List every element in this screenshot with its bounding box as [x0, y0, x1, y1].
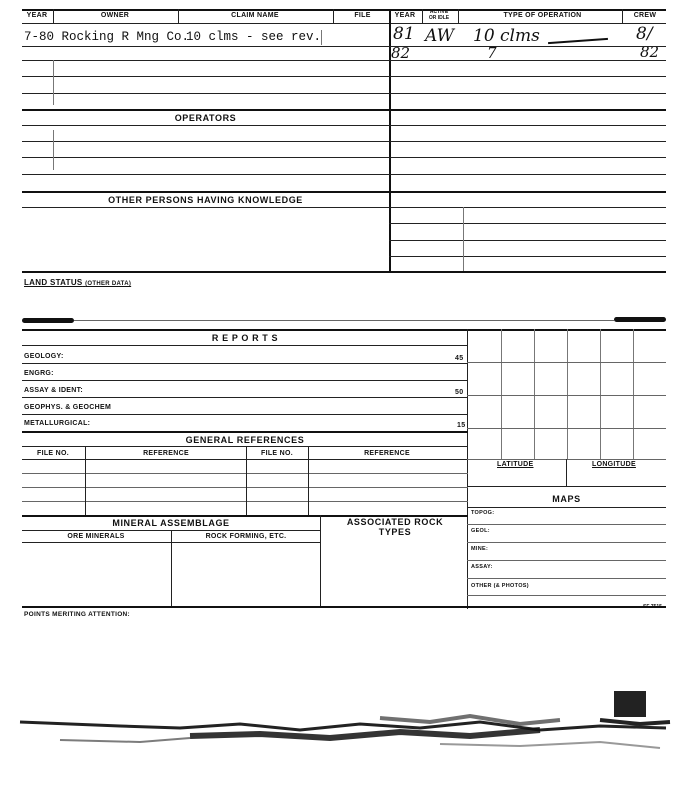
top-border	[22, 9, 666, 11]
row-line	[389, 256, 666, 257]
row-line	[22, 606, 666, 608]
report-num-15: 15	[457, 422, 466, 429]
header-sep	[333, 9, 334, 23]
row-line	[22, 397, 468, 398]
header-sep	[622, 9, 623, 23]
row-line	[467, 595, 666, 596]
col-line	[308, 446, 309, 515]
land-status: LAND STATUS	[24, 278, 83, 287]
reports-right-border	[467, 329, 468, 609]
header-year: YEAR	[26, 12, 48, 19]
reports-top	[22, 329, 666, 331]
row-line	[467, 524, 666, 525]
row-line	[467, 507, 666, 508]
map-mine: MINE:	[471, 546, 489, 552]
header-or-idle: OR IDLE	[428, 15, 450, 21]
row-line	[22, 473, 468, 474]
row-line	[22, 345, 468, 346]
row-line	[22, 109, 666, 111]
section-reports: R E P O R T S	[211, 333, 279, 343]
row-line	[22, 207, 389, 208]
map-assay: ASSAY:	[471, 564, 493, 570]
row-line	[22, 446, 468, 447]
grid-row	[467, 428, 666, 429]
row-line	[22, 174, 666, 175]
grid-col	[501, 329, 502, 459]
hand-year-2: 82	[391, 44, 411, 62]
row-line	[22, 93, 666, 94]
ref-reference-2: REFERENCE	[364, 450, 410, 457]
col-line	[246, 446, 247, 515]
col-line	[320, 515, 321, 607]
row-line	[389, 207, 666, 208]
grid-row	[467, 395, 666, 396]
row-line	[389, 223, 666, 224]
col-line	[566, 459, 567, 486]
header-owner: OWNER	[100, 12, 130, 19]
rock-forming: ROCK FORMING, ETC.	[205, 533, 287, 540]
header-file: FILE	[354, 12, 371, 19]
row-line	[22, 60, 666, 61]
row-line	[22, 380, 468, 381]
row-line	[22, 487, 468, 488]
col-line	[463, 207, 464, 271]
map-other: OTHER (& PHOTOS)	[471, 583, 529, 589]
report-geology: GEOLOGY:	[24, 353, 64, 360]
land-status-label	[24, 278, 131, 287]
header-sep	[53, 9, 54, 23]
report-assay: ASSAY & IDENT:	[24, 387, 84, 394]
ref-reference: REFERENCE	[143, 450, 189, 457]
col-line	[53, 130, 54, 170]
hand-operation-2: 7	[487, 44, 497, 62]
ref-file-no-2: FILE NO.	[261, 450, 293, 457]
col-line	[171, 530, 172, 607]
points-meriting-attention: POINTS MERITING ATTENTION:	[24, 611, 131, 618]
grid-col	[567, 329, 568, 459]
header-crew: CREW	[633, 12, 657, 19]
row-line	[22, 46, 666, 47]
ore-minerals: ORE MINERALS	[67, 533, 125, 540]
report-num-45: 45	[455, 355, 464, 362]
hand-crew-1: 8/	[636, 24, 653, 44]
section-mineral-assemblage: MINERAL ASSEMBLAGE	[112, 518, 230, 528]
entry-claim-name: 10 clms - see rev.	[186, 30, 322, 44]
grid-col	[600, 329, 601, 459]
section-maps: MAPS	[552, 494, 581, 504]
row-line	[467, 560, 666, 561]
hand-crew-2: 82	[640, 43, 660, 61]
section-associated-rock-types: ASSOCIATED ROCK TYPES	[346, 517, 444, 537]
row-line	[22, 191, 666, 193]
header-active: ACTIVE	[429, 9, 449, 15]
row-line	[22, 271, 666, 273]
header-sep	[178, 9, 179, 23]
row-line	[22, 459, 468, 460]
row-line	[467, 542, 666, 543]
header-claim-name: CLAIM NAME	[231, 12, 279, 19]
section-operators: OPERATORS	[174, 113, 237, 123]
row-line	[389, 240, 666, 241]
col-line	[53, 60, 54, 105]
divider-line	[74, 320, 614, 321]
row-line	[22, 431, 468, 433]
map-geol: GEOL:	[471, 528, 490, 534]
row-line	[22, 501, 468, 502]
hand-operation: 10 clms	[473, 26, 540, 46]
header-rule	[22, 23, 666, 24]
row-line	[467, 578, 666, 579]
hand-active: AW	[425, 26, 455, 46]
section-other-persons: OTHER PERSONS HAVING KNOWLEDGE	[108, 195, 303, 205]
header-sep	[422, 9, 423, 23]
divider-bar-left	[22, 318, 74, 323]
latitude-label: LATITUDE	[497, 461, 534, 468]
report-num-50: 50	[455, 389, 464, 396]
row-line	[22, 141, 666, 142]
row-line	[22, 157, 666, 158]
header-type-of-operation: TYPE OF OPERATION	[503, 12, 582, 19]
row-line	[22, 125, 666, 126]
map-topog: TOPOG:	[471, 510, 495, 516]
grid-col	[534, 329, 535, 459]
form-number: SF 7515	[643, 604, 662, 610]
col-line	[321, 30, 322, 45]
report-metallurgical: METALLURGICAL:	[24, 420, 91, 427]
entry-year-owner: 7-80 Rocking R Mng Co.	[24, 30, 190, 44]
section-general-references: GENERAL REFERENCES	[185, 435, 305, 445]
row-line	[467, 486, 666, 487]
longitude-label: LONGITUDE	[592, 461, 636, 468]
col-line	[85, 446, 86, 515]
row-line	[22, 363, 468, 364]
divider-bar-right	[614, 317, 666, 322]
land-status-sub: (OTHER DATA)	[85, 281, 132, 287]
row-line	[22, 414, 468, 415]
report-geophys: GEOPHYS. & GEOCHEM	[24, 404, 112, 411]
scan-noise-strip	[0, 700, 678, 760]
header-year-2: YEAR	[394, 12, 416, 19]
grid-row	[467, 362, 666, 363]
report-engrg: ENGRG:	[24, 370, 54, 377]
grid-col	[633, 329, 634, 459]
header-sep	[458, 9, 459, 23]
hand-operation-stroke	[548, 38, 608, 44]
row-line	[22, 76, 666, 77]
ref-file-no: FILE NO.	[37, 450, 69, 457]
hand-year-1: 81	[393, 24, 415, 44]
